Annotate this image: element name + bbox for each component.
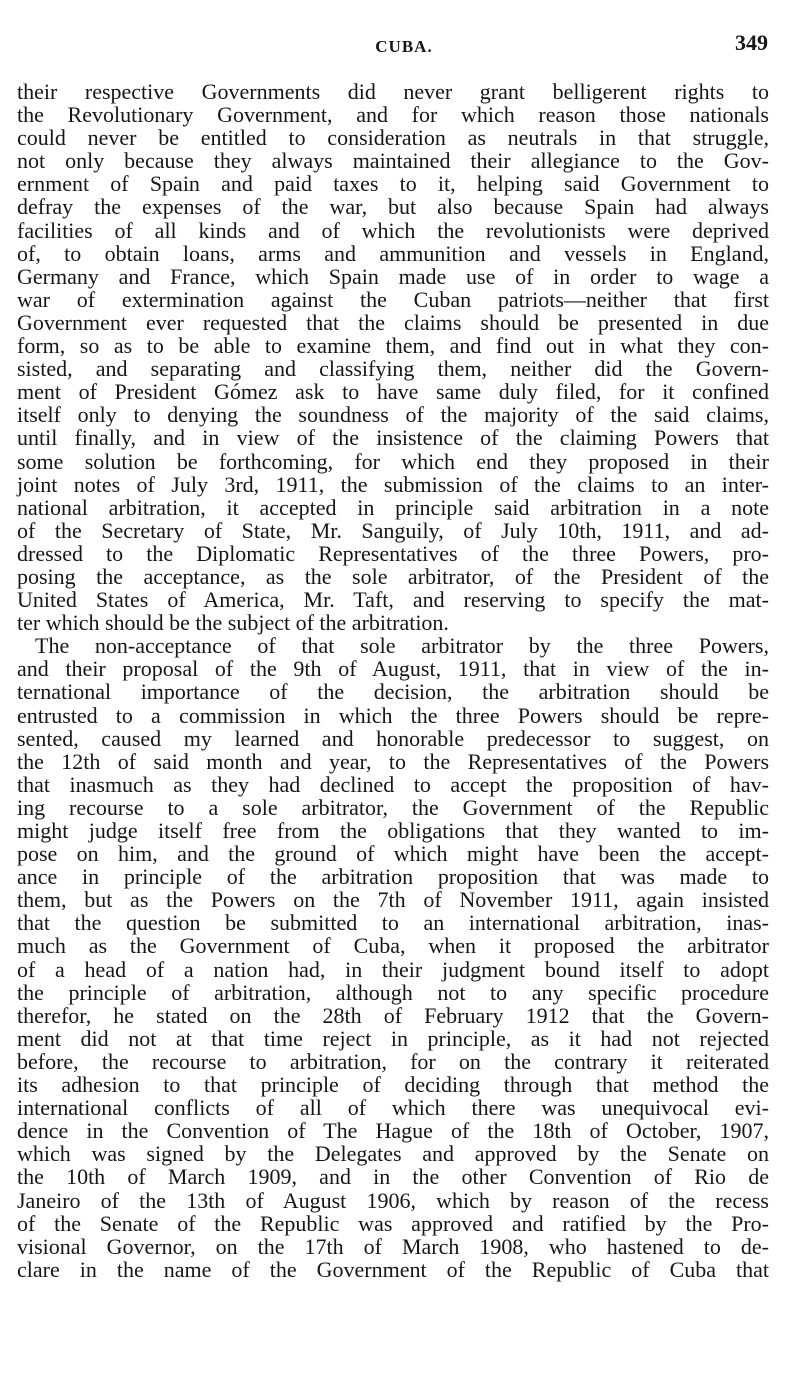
text-line: which was signed by the Delegates and approved by the Senate on — [17, 1141, 769, 1167]
text-line: its adhesion to that principle of deciding through that method the — [17, 1072, 769, 1098]
text-line: joint notes of July 3rd, 1911, the submission of the claims to an inter- — [17, 471, 769, 497]
text-line: Janeiro of the 13th of August 1906, which by reason of the recess — [17, 1187, 769, 1213]
text-line: of a head of a nation had, in their judgment bound itself to adopt — [17, 956, 769, 982]
text-line: the Revolutionary Government, and for which reason those nationals — [17, 102, 769, 128]
text-line: ternational importance of the decision, the arbitration should be — [17, 679, 769, 705]
text-line: ter which should be the subject of the arbitration. — [17, 610, 449, 636]
running-head: CUBA. — [375, 37, 433, 56]
text-line: might judge itself free from the obligations that they wanted to im- — [17, 818, 769, 843]
text-line: ment did not at that time reject in principle, as it had not rejected — [17, 1025, 769, 1051]
text-line: the principle of arbitration, although not to any specific procedure — [17, 979, 769, 1005]
text-line: facilities of all kinds and of which the revolutionists were deprived — [17, 217, 769, 243]
text-line: ing recourse to a sole arbitrator, the Government of the Republic — [17, 794, 769, 820]
text-line: could never be entitled to consideration as neutrals in that struggle, — [17, 125, 769, 151]
text-line: form, so as to be able to examine them, and find out in what they con- — [17, 333, 769, 359]
text-line: their respective Governments did never grant belligerent rights to — [17, 79, 769, 104]
text-line: not only because they always maintained their allegiance to the Gov- — [17, 148, 769, 174]
text-line: of the Secretary of State, Mr. Sanguily, of July 10th, 1911, and ad- — [17, 517, 769, 543]
text-line: Germany and France, which Spain made use of in order to wage a — [17, 263, 769, 289]
text-line: of the Senate of the Republic was approved and ratified by the Pro- — [17, 1210, 769, 1236]
text-line: sisted, and separating and classifying them, neither did the Govern- — [17, 356, 769, 382]
page-number: 349 — [735, 30, 768, 55]
text-line: therefor, he stated on the 28th of February 1912 that the Govern- — [17, 1002, 769, 1028]
text-line: much as the Government of Cuba, when it proposed the arbitrator — [17, 933, 769, 959]
text-line: international conflicts of all of which there was unequivocal evi- — [17, 1095, 769, 1121]
text-line: until finally, and in view of the insistence of the claiming Powers that — [17, 425, 769, 451]
text-line: Government ever requested that the claims should be presented in due — [17, 309, 769, 335]
text-line: of, to obtain loans, arms and ammunition and vessels in England, — [17, 240, 769, 266]
text-line: that the question be submitted to an international arbitration, inas- — [17, 910, 769, 936]
text-line: posing the acceptance, as the sole arbitrator, of the President of the — [17, 563, 769, 589]
body-text — [17, 80, 769, 1281]
text-line: the 12th of said month and year, to the Representatives of the Powers — [17, 748, 769, 774]
text-line: national arbitration, it accepted in principle said arbitration in a note — [17, 494, 769, 520]
text-line: visional Governor, on the 17th of March 1908, who hastened to de- — [17, 1233, 769, 1259]
text-line: itself only to denying the soundness of the majority of the said claims, — [17, 402, 769, 428]
text-line: them, but as the Powers on the 7th of November 1911, again insisted — [17, 887, 769, 913]
text-line: sented, caused my learned and honorable predecessor to suggest, on — [17, 725, 769, 751]
text-line: war of extermination against the Cuban patriots—neither that first — [17, 286, 769, 312]
page-header — [0, 30, 808, 60]
text-line: The non-acceptance of that sole arbitrator by the three Powers, — [35, 633, 769, 659]
text-line: entrusted to a commission in which the three Powers should be repre- — [17, 702, 769, 728]
text-line: ance in principle of the arbitration proposition that was made to — [17, 864, 769, 890]
text-line: pose on him, and the ground of which might have been the accept- — [17, 841, 769, 867]
text-line: dence in the Convention of The Hague of the 18th of October, 1907, — [17, 1118, 769, 1144]
text-line: United States of America, Mr. Taft, and reserving to specify the mat- — [17, 587, 769, 613]
text-line: and their proposal of the 9th of August, 1911, that in view of the in- — [17, 656, 769, 682]
text-line: that inasmuch as they had declined to accept the proposition of hav- — [17, 771, 769, 797]
text-line: clare in the name of the Government of the Republic of Cuba that — [17, 1256, 769, 1282]
text-line: before, the recourse to arbitration, for on the contrary it reiterated — [17, 1048, 769, 1074]
text-line: ment of President Gómez ask to have same duly filed, for it confined — [17, 379, 769, 405]
text-line: defray the expenses of the war, but also because Spain had always — [17, 194, 769, 220]
text-line: dressed to the Diplomatic Representatives of the three Powers, pro- — [17, 540, 769, 566]
text-line: some solution be forthcoming, for which end they proposed in their — [17, 448, 769, 474]
text-line: the 10th of March 1909, and in the other Convention of Rio de — [17, 1164, 769, 1190]
text-line: ernment of Spain and paid taxes to it, helping said Government to — [17, 171, 769, 197]
